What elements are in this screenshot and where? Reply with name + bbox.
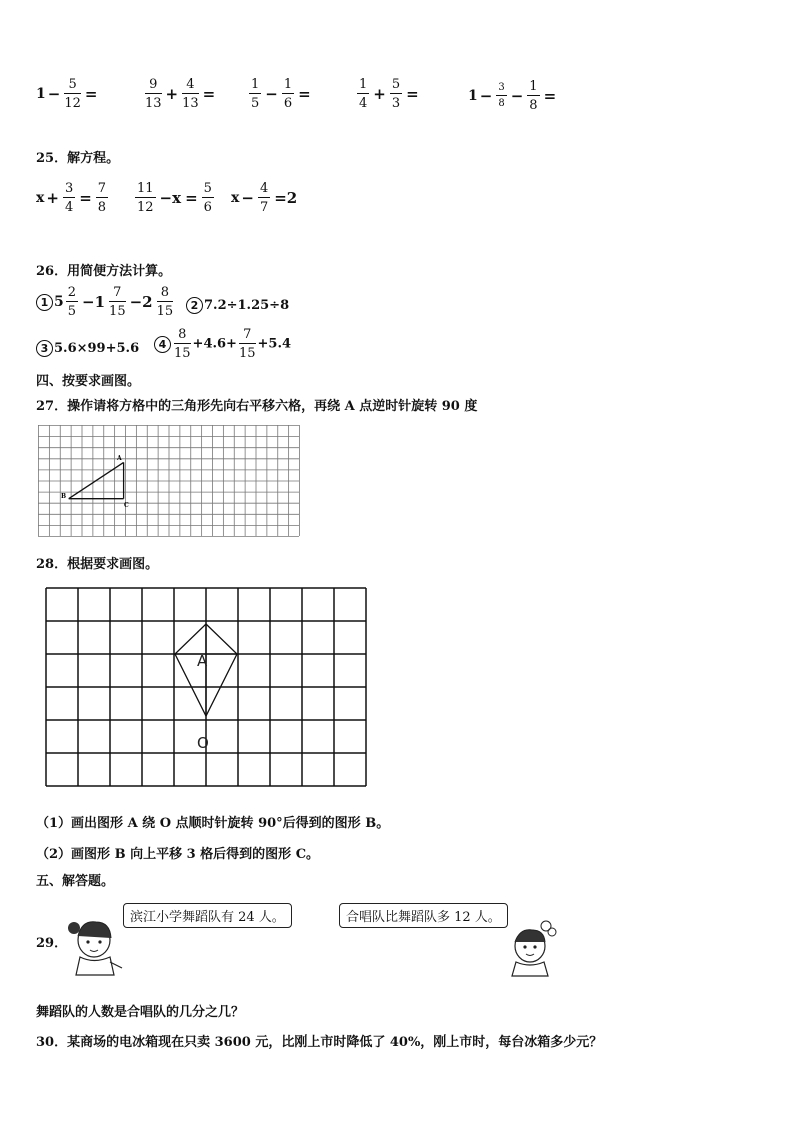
section-4-heading: 四、按要求画图。 bbox=[36, 374, 141, 389]
speech-bubble-right: 合唱队比舞蹈队多 12 人。 bbox=[339, 903, 508, 928]
expr-1 bbox=[36, 78, 99, 110]
circled-number: 4 bbox=[154, 336, 171, 353]
equation-3: x − $\frac{4}{7}$ =2 bbox=[231, 181, 298, 215]
fraction: $\frac{1}{4}$ bbox=[359, 77, 368, 111]
circled-number: 1 bbox=[36, 294, 53, 311]
calc-item-2: 2 7.2÷1.25÷8 bbox=[186, 295, 289, 314]
question-29-number: 29． bbox=[36, 936, 68, 951]
question-29-text: 舞蹈队的人数是合唱队的几分之几？ bbox=[36, 1005, 245, 1020]
whole-number: 1 bbox=[36, 86, 46, 102]
fraction: $\frac{9}{13}$ bbox=[145, 77, 162, 111]
equation-1: x + $\frac{3}{4}$ = $\frac{7}{8}$ bbox=[36, 181, 107, 215]
expr-4: $\frac{1}{4}$ + $\frac{5}{3}$ = bbox=[359, 77, 419, 111]
expr-3: $\frac{1}{5}$ − $\frac{1}{6}$ = bbox=[251, 77, 311, 111]
circled-number: 2 bbox=[186, 297, 203, 314]
question-25-title: 25．解方程。 bbox=[36, 151, 120, 166]
shape-a-label: A bbox=[197, 652, 208, 670]
question-30-text: 30．某商场的电冰箱现在只卖 3600 元，比刚上市时降低了 40%，刚上市时，每台冰箱多少元？ bbox=[36, 1035, 603, 1050]
equals: = bbox=[84, 85, 98, 103]
fraction: $\frac{3}{8}$ bbox=[498, 82, 505, 109]
calc-item-4: 4 $\frac{8}{15}$ +4.6+ $\frac{7}{15}$ +5.4 bbox=[154, 328, 291, 360]
triangle-side bbox=[69, 462, 124, 498]
point-o-label: O bbox=[197, 734, 209, 752]
calc-item-3: 3 5.6×99+5.6 bbox=[36, 338, 139, 357]
fraction: $\frac{1}{5}$ bbox=[251, 77, 260, 111]
fraction: $\frac{1}{6}$ bbox=[283, 77, 293, 111]
question-28-step-1: （1）画出图形 A 绕 O 点顺时针旋转 90°后得到的图形 B。 bbox=[36, 816, 390, 831]
fraction: $\frac{4}{13}$ bbox=[182, 77, 199, 111]
question-27-title: 27．操作请将方格中的三角形先向右平移六格，再绕 A 点逆时针旋转 90 度 bbox=[36, 399, 478, 414]
fraction: $\frac{5}{12}$ bbox=[64, 77, 81, 111]
point-a-label: A bbox=[117, 455, 122, 462]
boy-illustration bbox=[500, 918, 564, 978]
question-28-step-2: （2）画图形 B 向上平移 3 格后得到的图形 C。 bbox=[36, 847, 320, 862]
speech-bubble-left: 滨江小学舞蹈队有 24 人。 bbox=[123, 903, 292, 928]
fraction: $\frac{1}{8}$ bbox=[529, 79, 538, 113]
expr-2: $\frac{9}{13}$ + $\frac{4}{13}$ = bbox=[145, 77, 216, 111]
girl-illustration bbox=[64, 912, 130, 976]
operator: − bbox=[47, 85, 61, 103]
question-28-title: 28．根据要求画图。 bbox=[36, 557, 159, 572]
equation-2: $\frac{11}{12}$ −x = $\frac{5}{6}$ bbox=[137, 181, 212, 215]
point-b-label: B bbox=[61, 493, 67, 500]
grid-27 bbox=[38, 425, 300, 537]
question-26-title: 26．用简便方法计算。 bbox=[36, 264, 172, 279]
calc-item-1: 1 5 $\frac{2}{5}$ −1 $\frac{7}{15}$ −2 $\frac{8}{15}$ bbox=[36, 286, 175, 318]
section-5-heading: 五、解答题。 bbox=[36, 874, 115, 889]
circled-number: 3 bbox=[36, 340, 53, 357]
grid-28 bbox=[44, 582, 374, 792]
fraction: $\frac{5}{3}$ bbox=[391, 77, 401, 111]
point-c-label: C bbox=[124, 502, 129, 509]
expr-5: 1 − $\frac{3}{8}$ − $\frac{1}{8}$ = bbox=[468, 79, 557, 113]
